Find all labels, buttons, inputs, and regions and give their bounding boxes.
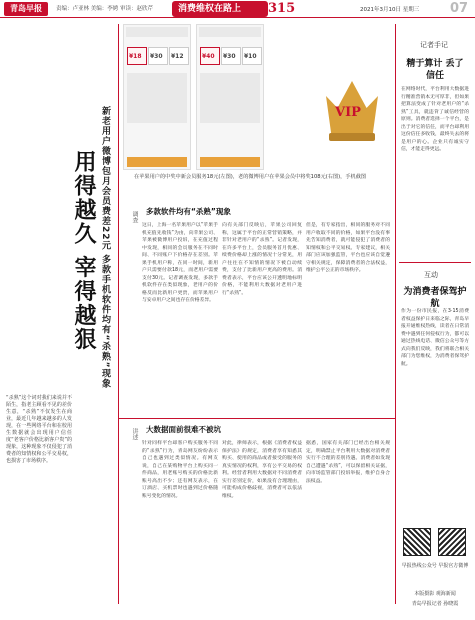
column-divider-left [118,24,119,604]
price-label: ¥10 [244,53,257,60]
vip-crown-illustration [321,77,383,143]
crown-base [329,133,375,141]
right-top-tag: 记者手记 [420,41,448,49]
right-bottom-body: 作为一份市民报，在3·15消费者权益保护日来临之际，青岛早报开通维权热线，读者在日常消费中遇到任何侵权行为，都可以通过热线电话、微信公众号等方式向我们反映，我们将联合相关部门为您维权，为消费者保驾护航。 [401,309,469,367]
reporter-credit: 青岛早报记者 孙晓霞 [411,601,459,607]
screenshot-content-block [200,73,260,123]
price-label: ¥30 [150,53,163,60]
article1-column3: 但是，有专家指出，相同的服务对不同用户收取不同的价格，如果平台没有事先告知消费者，就可能侵犯了消费者的知情权和公平交易权。专家建议，相关部门应该加强监管，平台也应该自觉遵守相关规定，保障消费者的合法权益，维护公平公正的市场秩序。 [306,223,390,273]
article2-title: 大数据面前很难不被坑 [146,425,221,434]
pay-bar [200,157,260,167]
right-section-divider [399,262,471,263]
banner-number: 315 [268,1,296,16]
article2-column3: 据悉，国家有关部门已经出台相关规定，明确禁止平台利用大数据对消费者实行不合理的差别待遇。消费者如发现自己遭遇“杀熟”，可以保留相关证据，向市场监管部门投诉举报，维护自身合法权益。 [306,441,390,484]
vip-label: VIP [335,105,361,120]
newspaper-logo: 青岛早报 [4,2,48,16]
price-label: ¥40 [202,53,215,60]
screenshot-content-block [127,73,187,123]
subheadline: 新老用户微博包月会员费差22元 多款手机软件均有“杀熟”现象 [100,106,110,389]
editor-credits: 责编：卢亚林 美编：李娉 审读：赵欣芹 [56,6,153,12]
article1-column1: 这日，上海一名苹果用户以“苹果手机充值先收钱”为由，向苹果公司、苹果被微博用户投诉，在充值过程中发现，相同的会员服务在不同时间、不同账户下价格存在差别。苹果手机用户称，在同一时间，新用户只需要付款18元，而老用户需要支付30元。记者调查发现，多款手机软件存在类似现象，老用户的价格反而比新用户更贵，而苹果用户与安卓用户之间也存在价格差异。 [142,223,218,303]
price-label: ¥12 [171,53,184,60]
qr-caption-weibo: 早报官方微博 [438,563,469,569]
right-bottom-title: 为消费者保驾护航 [403,287,467,309]
price-card [200,47,220,65]
screenshot-header-bar [126,27,188,37]
price-card [127,47,147,65]
image-caption: 在苹果用户的中奖中新会员服务18元(左图)，老的微博用户在苹果会员中将奖108元(右图)，手机截图 [134,174,367,180]
intro-text: “杀熟”这个词对我们来说并不陌生，指老主顾看不见的差价生意，“杀熟”不仅发生在商业，最近几年越来越多的人发现，在一些网络平台和在校用生数据就会出现用户信任度“老客户价格比新客户贵”的现象，这种现象不仅侵犯了消费者的知情权和公平交易权，也损害了市场秩序。 [6,395,72,464]
article2-column2: 对此，律师表示，根据《消费者权益保护法》的规定，消费者享有知悉其购买、使用的商品或者接受的服务的真实情况的权利，享有公平交易的权利。经营者利用大数据对不同消费者实行差别定价，如果没有合理理由，可能构成价格歧视，消费者可以依法维权。 [222,441,302,499]
qr-caption [400,562,470,569]
article1-column2: 向有关部门反映后，苹果公司回复称，这属于平台的正常营销策略，并非针对老用户的“杀熟”。记者发现，在许多平台上，会员服务首月优惠、续费价格却上涨的情况十分常见，用户往往在不知情的情况下被自动续费，支付了比新用户更高的费用。消费者表示，平台应该公开透明地标明价格，不能利用大数据对老用户进行“杀熟”。 [222,223,302,296]
page-header [0,0,475,18]
price-card [221,47,241,65]
right-top-body: 在网络时代，平台利用大数据进行精准营销本无可厚非，但如果把算法变成了针对老用户的“杀熟”工具，就违背了诚信经营的原则。消费者选择一个平台，是出于对它的信任，而平台却利用这份信任多收钱，最终失去的将是用户的心。企业只有诚实守信，才能走得更远。 [401,87,469,152]
screenshot-header-bar [199,27,261,37]
banner-title: 消费维权在路上 [178,4,242,14]
photo-credit: 本版摄影 观海新闻 [414,591,456,597]
section-tag-story: 讲述 [131,428,138,440]
right-bottom-tag: 互动 [424,271,438,279]
price-card [148,47,168,65]
qr-code-weibo [438,528,466,556]
price-card [242,47,262,65]
right-top-title: 精于算计 丢了信任 [406,59,464,81]
pay-bar [127,157,187,167]
article2-column1: 针对同样平台却客户购买服务不同的“杀熟”行为，青岛网友纷纷表示自己也遇到过类似情况。有网友说，自己在某购物平台上购买同一件商品，用老账号购买的价格比新账号高出不少；还有网友表示，在订酒店、买机票时也遇到过价格随账号变化的情况。 [142,441,218,499]
qr-code-wechat [403,528,431,556]
screenshot-left [123,24,191,170]
issue-date: 2021年3月10日 星期三 [360,7,420,13]
qr-caption-wechat: 早报热线公众号 [401,563,437,569]
article1-title: 多款软件均有“杀熟”现象 [146,207,231,216]
price-label: ¥30 [223,53,236,60]
screenshot-right [196,24,264,170]
page-number: 07 [450,1,469,16]
column-divider-right [395,24,396,604]
price-label: ¥18 [129,53,142,60]
section-divider [118,418,395,419]
price-card [169,47,189,65]
topic-banner [172,1,268,17]
headline: 用得越久 宰得越狠 [71,150,96,352]
section-tag-survey: 调查 [131,211,138,223]
